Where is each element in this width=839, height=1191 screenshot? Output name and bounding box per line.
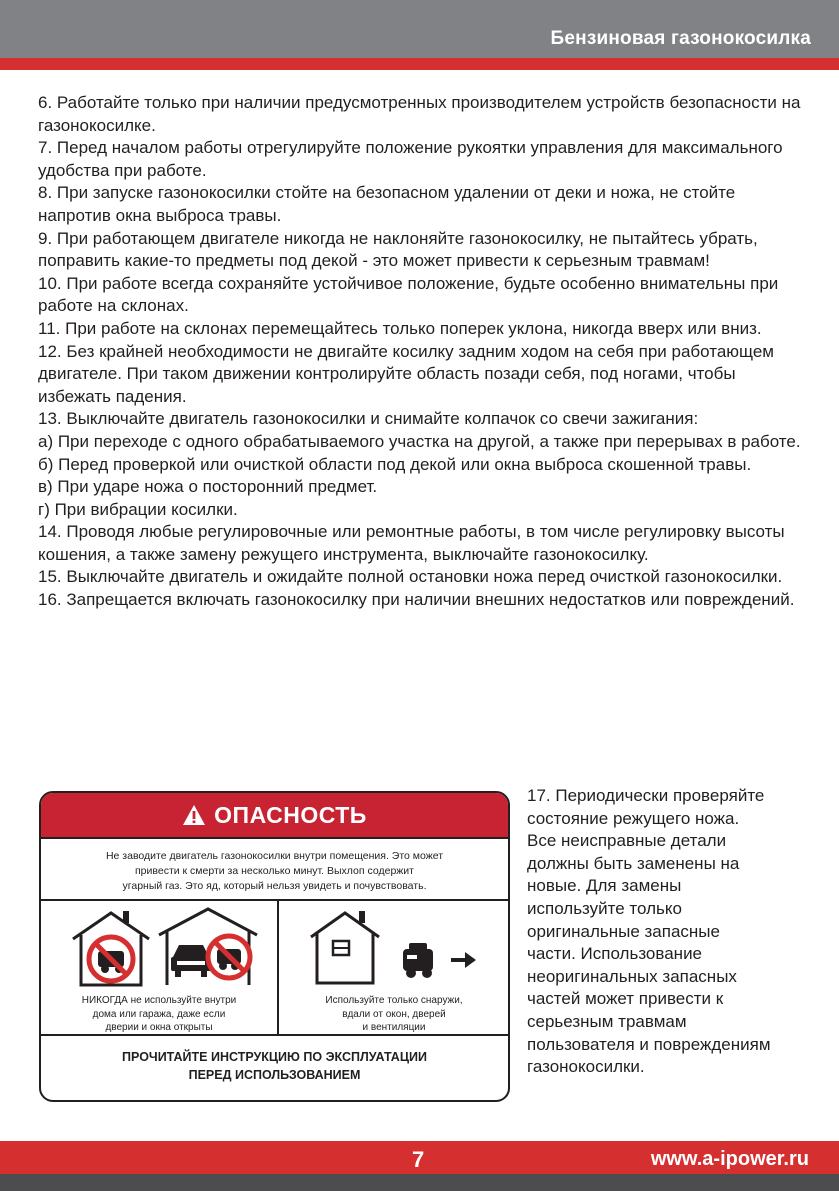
use-outside-caption: [279, 994, 509, 1035]
header-accent-stripe: [0, 58, 839, 70]
paragraph: 10. При работе всегда сохраняйте устойчивое положение, будьте особенно внимательны при работе на склонах.: [38, 273, 779, 316]
read-manual-notice: [41, 1048, 508, 1084]
house-no-engine-icon: [69, 907, 153, 987]
paragraph: 14. Проводя любые регулировочные или ремонтные работы, в том числе регулировку высоты кошения, а также замену режущего инструмента, выключайте газонокосилку.: [38, 522, 785, 564]
house-outline-icon: [307, 907, 383, 985]
paragraph: 7. Перед началом работы отрегулируйте положение рукоятки управления для максимального удобства при работе.: [38, 138, 783, 180]
arrow-right-icon: [451, 951, 477, 969]
paragraph: г) При вибрации косилки.: [38, 499, 238, 519]
page-number: 7: [412, 1147, 425, 1172]
side-paragraph: 17. Периодически проверяйте состояние режущего ножа. Все неисправные детали должны быть заменены на новые. Для замены используйте только оригинальные запасные части. Использование неоригинальных запасных частей может привести к серьезным травмам пользователя и повреждениям газонокосилки.: [527, 786, 771, 1077]
caption-line: НИКОГДА не используйте внутри: [81, 995, 237, 1006]
paragraph: 16. Запрещается включать газонокосилку при наличии внешних недостатков или повреждений.: [38, 590, 795, 610]
paragraph: б) Перед проверкой или очисткой области под декой или окна выброса скошенной травы.: [38, 454, 752, 474]
caption-line: Используйте только снаружи,: [325, 995, 463, 1006]
read-manual-line: ПЕРЕД ИСПОЛЬЗОВАНИЕМ: [188, 1068, 361, 1082]
footer-bottom-strip: [0, 1174, 839, 1191]
pictogram-panels: [41, 899, 508, 1036]
danger-message-line: угарный газ. Это яд, который нельзя увидеть и почувствовать.: [122, 880, 427, 892]
paragraph: 11. При работе на склонах перемещайтесь только поперек уклона, никогда вверх или вниз.: [38, 318, 762, 338]
caption-line: и вентиляции: [362, 1022, 426, 1033]
paragraph: 15. Выключайте двигатель и ожидайте полной остановки ножа перед очисткой газонокосилки.: [38, 567, 783, 587]
danger-title: ОПАСНОСТЬ: [214, 801, 367, 828]
danger-message-line: привести к смерти за несколько минут. Выхлоп содержит: [135, 865, 414, 877]
danger-banner: [41, 793, 508, 839]
caption-line: вдали от окон, дверей: [342, 1008, 446, 1020]
danger-message: [41, 849, 508, 894]
read-manual-line: ПРОЧИТАЙТЕ ИНСТРУКЦИЮ ПО ЭКСПЛУАТАЦИИ: [122, 1050, 427, 1064]
paragraph: 8. При запуске газонокосилки стойте на безопасном удалении от деки и ножа, не стойте напротив окна выброса травы.: [38, 183, 736, 225]
paragraph: а) При переходе с одного обрабатываемого участка на другой, а также при перерывах в работе.: [38, 431, 801, 451]
website-link[interactable]: www.a-ipower.ru: [650, 1148, 809, 1170]
caption-line: дома или гаража, даже если: [92, 1008, 226, 1020]
caption-line: дверии и окна открыты: [105, 1022, 213, 1033]
never-indoors-caption: [41, 994, 277, 1035]
paragraph: 6. Работайте только при наличии предусмотренных производителем устройств безопасности на газонокосилке.: [38, 93, 801, 135]
paragraph: в) При ударе ножа о посторонний предмет.: [38, 477, 378, 497]
paragraph: 12. Без крайней необходимости не двигайте косилку задним ходом на себя при работающем двигателе. При таком движении контролируйте область позади себя, под ногами, чтобы избежать падения.: [38, 341, 774, 406]
instructions-body: [38, 92, 808, 612]
page-title: Бензиновая газонокосилка: [550, 28, 811, 49]
danger-message-line: Не заводите двигатель газонокосилки внутри помещения. Это может: [105, 850, 444, 862]
paragraph: 13. Выключайте двигатель газонокосилки и снимайте колпачок со свечи зажигания:: [38, 409, 699, 429]
garage-no-engine-icon: [155, 905, 261, 987]
warning-triangle-icon: [182, 804, 206, 826]
danger-warning-label: [39, 791, 510, 1102]
engine-icon: [397, 941, 439, 981]
paragraph: 9. При работающем двигателе никогда не наклоняйте газонокосилку, не пытайтесь убрать, поправить какие-то предметы под декой - это может привести к серьезным травмам!: [38, 228, 758, 271]
